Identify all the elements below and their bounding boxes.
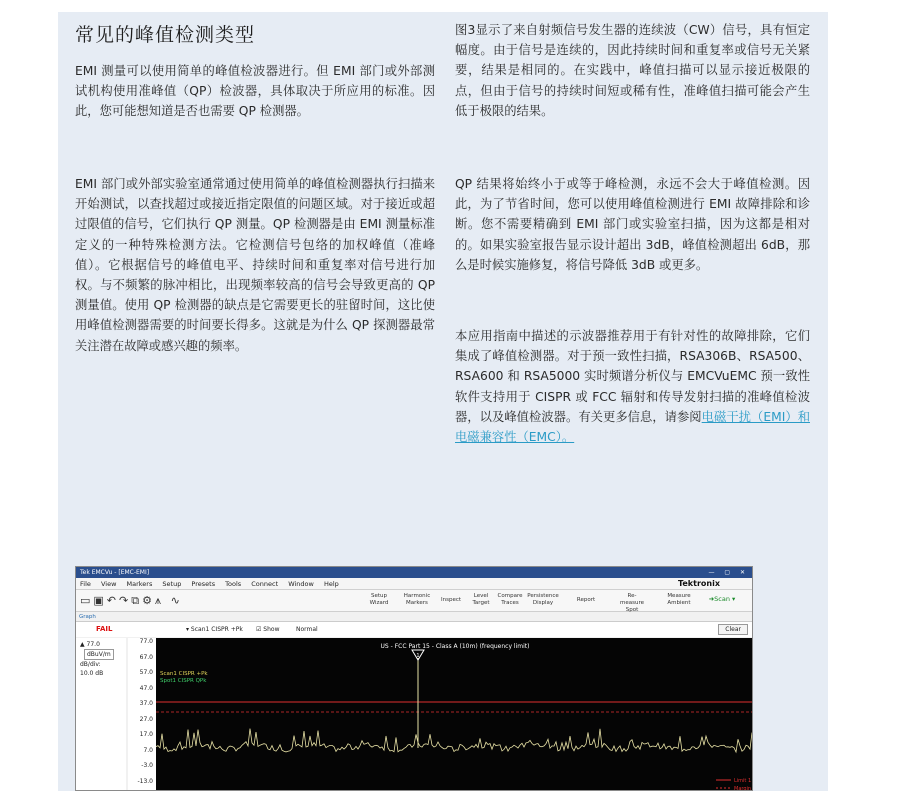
menu-help[interactable]: Help [323, 580, 339, 588]
menu-view[interactable]: View [100, 580, 117, 588]
scan-select-value: Scan1 CISPR +Pk [190, 626, 243, 633]
menu-connect[interactable]: Connect [251, 580, 279, 588]
marker-number: 1 [416, 653, 420, 659]
y-tick-label: 37.0 [139, 700, 153, 707]
compare-traces-button[interactable]: Compare Traces [497, 593, 523, 606]
legend-margin: Margin [734, 786, 752, 791]
up-arrow-icon[interactable]: ▲ [80, 641, 85, 648]
menu-window[interactable]: Window [288, 580, 314, 588]
y-tick-label: 57.0 [139, 669, 153, 676]
scan-label: Scan [714, 595, 730, 603]
level-target-button[interactable]: Level Target [472, 593, 490, 606]
window-controls[interactable]: — ▢ ✕ [708, 569, 749, 576]
scan-button[interactable]: ➜Scan ▾ [708, 595, 736, 603]
y-tick-label: -3.0 [141, 762, 153, 769]
fail-status-badge: FAIL [96, 625, 113, 633]
div-label: dB/div: [80, 661, 101, 668]
app-title: Tek EMCVu - [EMC-EMI] [80, 569, 150, 576]
menu-bar [76, 578, 752, 590]
scan-trace [156, 729, 753, 753]
toolbar [76, 590, 752, 612]
recommendation-paragraph [455, 326, 810, 447]
scale-panel [76, 638, 126, 791]
recommendation-text: 本应用指南中描述的示波器推荐用于有针对性的故障排除，它们集成了峰值检测器。对于预一致性扫描，RSA306B、RSA500、RSA600 和 RSA5000 实时频谱分析仪与 EMCVuEMC 预一致性软件支持用于 CISPR 或 FCC 辐射和传导发射扫描的准峰值检波器，以及峰值检波器。有关更多信息，请参阅 [455, 329, 810, 424]
legend-limit: Limit 1 [734, 778, 752, 784]
menu-setup[interactable]: Setup [162, 580, 182, 588]
spectrum-plot[interactable] [156, 638, 753, 791]
menu-presets[interactable]: Presets [191, 580, 216, 588]
qp-vs-peak-paragraph: QP 结果将始终小于或等于峰检测，永远不会大于峰值检测。因此，为了节省时间，您可以使用峰值检测进行 EMI 故障排除和诊断。您不需要精确到 EMI 部门或实验室扫描，因为这都是相对的。如果实验室报告显示设计超出 3dB，峰值检测超出 6dB，那么是时候实施修复，将信号降低 3dB 或更多。 [455, 177, 810, 272]
div-value[interactable]: 10.0 dB [80, 670, 104, 677]
y-tick-label: 77.0 [139, 638, 153, 645]
tektronix-logo: Tektronix [677, 579, 720, 588]
y-tick-label: 17.0 [139, 731, 153, 738]
emcvu-screenshot [75, 566, 753, 791]
qp-detector-paragraph: EMI 部门或外部实验室通常通过使用简单的峰值检测器执行扫描来开始测试，以查找超过或接近指定限值的问题区域。对于接近或超过限值的信号，它们执行 QP 测量。QP 检测器是由 EMI 测量标准定义的一种特殊检测方法。它检测信号包络的加权峰值（准峰值）。它根据信号的峰值电平、持续时间和重复率对信号进行加权。与不频繁的脉冲相比，出现频率较高的信号会导致更高的 QP 测量值。使用 QP 检测器的缺点是它需要更长的驻留时间，这比使用峰值检测器需要的时间要长得多。这就是为什么 QP 探测器最常关注潜在故障或感兴趣的频率。 [75, 177, 435, 353]
graph-controls [76, 622, 752, 637]
scan-select[interactable]: ▾ Scan1 CISPR +Pk [186, 626, 243, 633]
report-button[interactable]: Report [576, 597, 596, 603]
menu-markers[interactable]: Markers [126, 580, 153, 588]
section-title: 常见的峰值检测类型 [75, 24, 256, 46]
measure-ambient-button[interactable]: Measure Ambient [667, 593, 691, 606]
app-title-bar [76, 567, 752, 578]
unit-select[interactable]: dBuV/m [84, 649, 114, 660]
tab-graph[interactable]: Graph [76, 612, 752, 622]
spectrum-svg [156, 638, 753, 791]
ref-level[interactable]: 77.0 [86, 641, 100, 648]
harmonic-markers-button[interactable]: Harmonic Markers [403, 593, 431, 606]
display-mode[interactable]: Normal [296, 626, 318, 633]
menu-tools[interactable]: Tools [225, 580, 242, 588]
y-axis-ticks [128, 638, 156, 791]
legend-spot: Spot1 CISPR QPk [160, 678, 207, 684]
y-tick-label: 27.0 [139, 715, 153, 723]
plot-title: US - FCC Part 15 - Class A (10m) (frequency limit) [380, 643, 530, 650]
legend-scan: Scan1 CISPR +Pk [160, 671, 208, 677]
setup-wizard-button[interactable]: Setup Wizard [369, 593, 389, 606]
show-label: Show [263, 626, 280, 633]
clear-button[interactable]: Clear [718, 624, 748, 635]
y-tick-label: -13.0 [137, 777, 153, 785]
menu-file[interactable]: File [80, 580, 91, 588]
intro-paragraph: EMI 测量可以使用简单的峰值检波器进行。但 EMI 部门或外部测试机构使用准峰值（QP）检波器，具体取决于所应用的标准。因此，您可能想知道是否也需要 QP 检测器。 [75, 64, 435, 119]
y-tick-label: 47.0 [139, 684, 153, 692]
remeasure-spot-button[interactable]: Re-measure Spot [620, 593, 644, 613]
figure3-paragraph: 图3显示了来自射频信号发生器的连续波（CW）信号，具有恒定幅度。由于信号是连续的，因此持续时间和重复率或信号无关紧要，结果是相同的。在实践中，峰值扫描可以显示接近极限的点，但由于信号的持续时间短或稀有性，准峰值扫描可能会产生低于极限的结果。 [455, 23, 810, 118]
y-tick-label: 7.0 [143, 746, 153, 754]
emi-emc-link[interactable]: 电磁干扰（EMI）和电磁兼容性（EMC）。 [455, 409, 810, 445]
show-checkbox[interactable]: ☑ Show [256, 626, 280, 633]
persistence-display-button[interactable]: Persistence Display [527, 593, 559, 606]
toolbar-icons[interactable]: ▭▣↶↷⧉⚙⩚ ∿ [80, 594, 183, 607]
inspect-button[interactable]: Inspect [440, 597, 462, 603]
y-tick-label: 67.0 [139, 653, 153, 661]
